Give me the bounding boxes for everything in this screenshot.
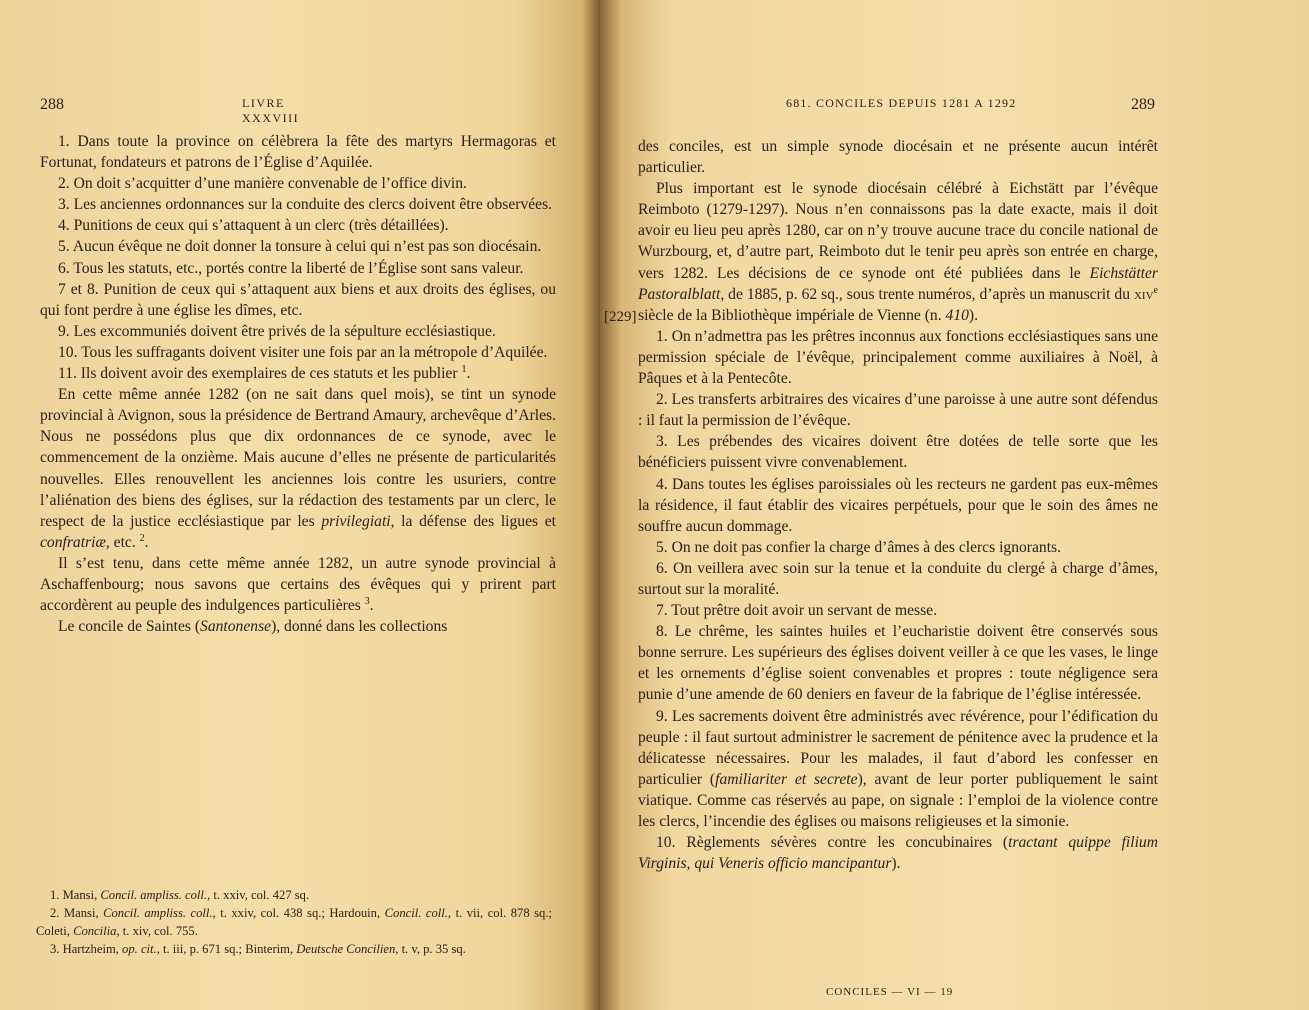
- footnotes: [36, 886, 552, 958]
- paragraph-text: ), avant de leur porter publiquement le saint viatique. Comme cas réservés au pape, on signale : l’emploi de la violence contre les clercs, l’incendie des églises ou maisons religieuses et la simonie.: [638, 770, 1158, 830]
- paragraph-text: En cette même année 1282 (on ne sait dans quel mois), se tint un synode provincial à Avignon, sous la présidence de Bertrand Amaury, archevêque d’Arles. Nous ne possédons plus que dix ordonnances de ce synode, avec le commencement de la onzième. Mais aucune d’elles ne présente de particularités nouvelles. Elles renouvellent les anciennes lois contre les usuriers, contre l’aliénation des biens des églises, sur la rédaction des testaments par un clerc, le respect de la justice ecclésiastique par les: [40, 386, 556, 530]
- paragraph-text: , la défense des ligues et: [390, 512, 556, 530]
- list-item: 8. Le chrême, les saintes huiles et l’eucharistie doivent être conservés sous bonne serrure. Les supérieurs des églises doivent veiller à ce que les vases, le linge et les ornements d’église soient convenables et propres : toute négligence sera punie d’une amende de 60 deniers en faveur de la fabrique de l’église intéressée.: [638, 623, 1158, 704]
- footnote-text: , t. xxiv, col. 427 sq.: [207, 888, 310, 902]
- century-numeral: xiv: [1133, 285, 1154, 303]
- paragraph: [638, 178, 1158, 326]
- paragraph: 4. Punitions de ceux qui s’attaquent à un clerc (très détaillées).: [58, 217, 449, 235]
- footnote-title: Concilia: [73, 924, 117, 938]
- paragraph: 3. Les anciennes ordonnances sur la conduite des clercs doivent être observées.: [58, 196, 553, 214]
- paragraph-text: siècle de la Bibliothèque impériale de Vienne (n.: [638, 306, 946, 324]
- running-title: LIVRE XXXVIII: [242, 96, 300, 125]
- signature-mark: CONCILES — VI — 19: [826, 986, 954, 998]
- footnote-ref: 3: [364, 595, 370, 607]
- list-item: 7. Tout prêtre doit avoir un servant de messe.: [656, 602, 937, 620]
- list-item: [638, 706, 1158, 833]
- paragraph-text: 11. Ils doivent avoir des exemplaires de ces statuts et les publier: [58, 365, 458, 383]
- margin-page-reference: [229]: [604, 309, 637, 325]
- paragraph: 7 et 8. Punition de ceux qui s’attaquent aux biens et aux droits des églises, ou qui font perdre à une église les dîmes, etc.: [40, 280, 556, 319]
- paragraph-text: ).: [968, 306, 978, 324]
- list-item: 3. Les prébendes des vicaires doivent être dotées de telle sorte que les bénéficiers puissent vivre convenablement.: [638, 433, 1158, 472]
- footnote-title: Concil. coll.: [384, 906, 448, 920]
- footnote-text: 2. Mansi,: [50, 906, 104, 920]
- footnote-text: , t. vii, col. 878 sq.; Coleti,: [36, 906, 552, 938]
- paragraph: 5. Aucun évêque ne doit donner la tonsure à celui qui n’est pas son diocésain.: [58, 238, 542, 256]
- list-item: 6. On veillera avec soin sur la tenue et la conduite du clergé à charge d’âmes, surtout sur la moralité.: [638, 559, 1158, 598]
- list-item: 5. On ne doit pas confier la charge d’âmes à des clercs ignorants.: [656, 538, 1062, 556]
- paragraph-text: Plus important est le synode diocésain célébré à Eichstätt par l’évêque Reimboto (1279-1297). Nous n’en connaissons pas la date exacte, mais il doit avoir eu lieu peu après 1280, car on n’y trouve aucune trace du concile national de Wurzbourg, et, d’autre part, Reimboto dut le tenir peu après son entrée en charge, vers 1282. Les décisions de ce synode ont été publiées dans le: [638, 180, 1158, 282]
- footnote-text: , t. iii, p. 671 sq.; Binterim,: [156, 942, 297, 956]
- paragraph: Il s’est tenu, dans cette même année 1282, un autre synode provincial à Aschaffenbourg; nous savons que certains des évêques qui y prirent part accordèrent au peuple des indulgences particulières $^3$.: [40, 554, 556, 615]
- superscript: e: [1153, 284, 1158, 296]
- footnote-title: Concil. ampliss. coll.: [103, 906, 213, 920]
- paragraph-text: ).: [891, 855, 901, 873]
- list-item: 4. Dans toutes les églises paroissiales où les recteurs ne gardent pas eux-mêmes la résidence, il faut établir des vicaires perpétuels, pour que le soin des âmes ne souffre aucun dommage.: [638, 475, 1158, 535]
- paragraph-text: 9. Les sacrements doivent être administrés avec révérence, pour l’édification du peuple : il faut surtout administrer le sacrement de pénitence avec la prudence et la délicatesse nécessaires. Pour les malades, il faut d’abord les confesser en particulier (: [638, 707, 1158, 788]
- footnote: [36, 886, 552, 904]
- left-page-body: [40, 131, 556, 637]
- paragraph: 6. Tous les statuts, etc., portés contre la liberté de l’Église sont sans valeur.: [58, 259, 524, 277]
- paragraph: 1. Dans toute la province on célèbrera la fête des martyrs Hermagoras et Fortunat, fondateurs et patrons de l’Église d’Aquilée.: [40, 133, 556, 172]
- right-page-body: [638, 136, 1158, 874]
- footnote-text: 3. Hartzheim,: [50, 942, 123, 956]
- paragraph-text: 10. Règlements sévères contre les concubinaires (: [656, 834, 1009, 852]
- paragraph: 9. Les excommuniés doivent être privés de la sépulture ecclésiastique.: [58, 322, 496, 340]
- paragraph-text: , de 1885, p. 62 sq., sous trente numéros, d’après un manuscrit du: [720, 285, 1134, 303]
- footnote-ref: 1: [461, 363, 467, 375]
- paragraph: [40, 616, 556, 637]
- paragraph: des conciles, est un simple synode diocésain et ne présente aucun intérêt particulier.: [638, 138, 1158, 177]
- footnote-text: , t. xiv, col. 755.: [116, 924, 198, 938]
- footnote-title: op. cit.: [122, 942, 157, 956]
- footnote-text: , t. xxiv, col. 438 sq.; Hardouin,: [212, 906, 385, 920]
- footnote-text: 1. Mansi,: [50, 888, 101, 902]
- italic-term: 410: [945, 306, 969, 324]
- footnote-ref: 2: [139, 532, 145, 544]
- paragraph-text: Le concile de Saintes (: [58, 618, 201, 636]
- italic-term: Eichstätter Pastoralblatt: [638, 264, 1158, 303]
- list-item: 2. Les transferts arbitraires des vicaires d’une paroisse à une autre sont défendus : il faut la permission de l’évêque.: [638, 391, 1158, 430]
- page-number: 289: [1131, 96, 1155, 113]
- paragraph: 11. Ils doivent avoir des exemplaires de ces statuts et les publier $^1$.: [58, 363, 471, 383]
- paragraph: 10. Tous les suffragants doivent visiter une fois par an la métropole d’Aquilée.: [58, 343, 548, 361]
- paragraph: 2. On doit s’acquitter d’une manière convenable de l’office divin.: [58, 175, 467, 193]
- footnote-title: Deutsche Concilien: [296, 942, 396, 956]
- paragraph-text: Il s’est tenu, dans cette même année 1282, un autre synode provincial à Aschaffenbourg; nous savons que certains des évêques qui y prirent part accordèrent au peuple des indulgences particulières: [40, 554, 556, 615]
- footnote-title: Concil. ampliss. coll.: [100, 888, 208, 902]
- left-page: [0, 0, 600, 1010]
- footnote: [36, 940, 552, 958]
- italic-term: tractant quippe filium Virginis, qui Veneris officio mancipantur: [638, 834, 1158, 873]
- page-number: 288: [40, 96, 64, 113]
- paragraph: En cette même année 1282 (on ne sait dans quel mois), se tint un synode provincial à Avignon, sous la présidence de Bertrand Amaury, archevêque d’Arles. Nous ne possédons plus que dix ordonnances de ce synode, avec le commencement de la onzième. Mais aucune d’elles ne présente de particularités nouvelles. Elles renouvellent les anciennes lois contre les usuriers, contre l’aliénation des biens des églises, sur la rédaction des testaments par un clerc, le respect de la justice ecclésiastique par les privilegiati, la défense des ligues et confratriæ, etc. $^2$.: [40, 386, 556, 551]
- italic-term: privilegiati: [321, 512, 391, 530]
- running-title: 681. CONCILES DEPUIS 1281 A 1292: [786, 96, 1017, 110]
- italic-term: Santonense: [200, 618, 272, 636]
- paragraph-text: , etc.: [105, 533, 136, 551]
- list-item: 1. On n’admettra pas les prêtres inconnus aux fonctions ecclésiastiques sans une permission spéciale de l’évêque, principalement comme auxiliaires à Noël, à Pâques et à la Pentecôte.: [638, 327, 1158, 388]
- paragraph-text: ), donné dans les collections: [271, 618, 448, 636]
- right-page: [600, 0, 1309, 1010]
- italic-term: familiariter et secrete: [715, 770, 858, 788]
- footnote: [36, 904, 552, 940]
- italic-term: confratriæ: [40, 533, 106, 551]
- footnote-text: , t. v, p. 35 sq.: [395, 942, 466, 956]
- list-item: [638, 832, 1158, 874]
